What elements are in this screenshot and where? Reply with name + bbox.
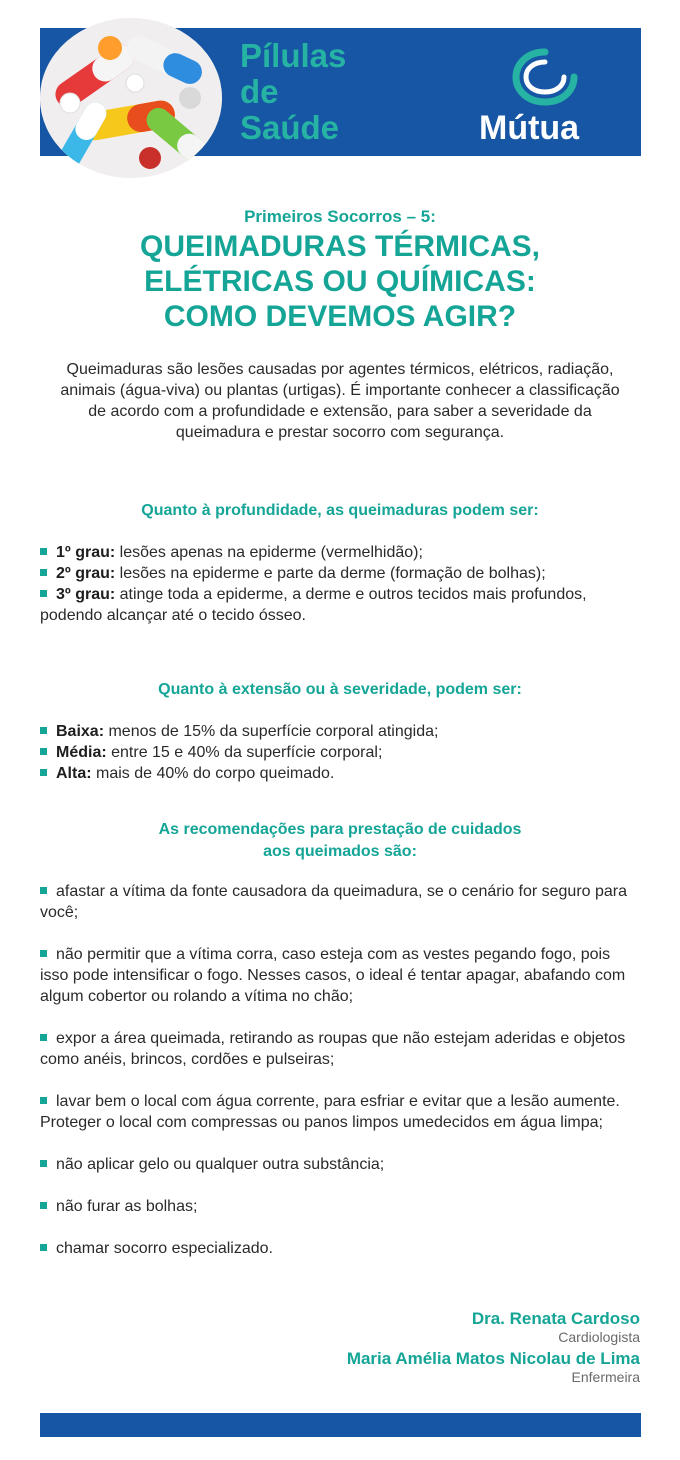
extent-heading (0, 679, 680, 701)
list-item (40, 1196, 640, 1217)
recommendations-list (40, 881, 640, 1280)
list-item (40, 1091, 640, 1133)
list-item-text: lesões na epiderme e parte da derme (formação de bolhas); (115, 565, 546, 582)
depth-list (40, 542, 640, 626)
author-role: Enfermeira (571, 1369, 640, 1385)
article-title-line: ELÉTRICAS OU QUÍMICAS: (144, 265, 536, 298)
recommendations-heading-line: aos queimados são: (263, 843, 417, 860)
list-item-text: não furar as bolhas; (56, 1198, 198, 1215)
author-name: Maria Amélia Matos Nicolau de Lima (346, 1349, 640, 1368)
bullet-square-icon (40, 569, 47, 576)
bullet-square-icon (40, 1034, 47, 1041)
recommendations-heading-line: As recomendações para prestação de cuidados (158, 821, 522, 838)
article-title-line: QUEIMADURAS TÉRMICAS, (139, 230, 540, 263)
signature-block (472, 1309, 640, 1345)
list-item-text: expor a área queimada, retirando as roupas que não estejam aderidas e objetos como anéis, brincos, cordões e pulseiras; (40, 1030, 626, 1068)
list-item-text: não permitir que a vítima corra, caso esteja com as vestes pegando fogo, pois isso pode intensificar o fogo. Nesses casos, o ideal é tentar apagar, abafando com algum cobertor ou rolando a vítima no chão; (40, 946, 626, 1005)
list-item (40, 742, 640, 763)
list-item (40, 944, 640, 1007)
list-item (40, 1028, 640, 1070)
bullet-square-icon (40, 769, 47, 776)
bullet-square-icon (40, 727, 47, 734)
header-title-line: de (240, 73, 279, 110)
bullet-square-icon (40, 950, 47, 957)
bullet-square-icon (40, 1202, 47, 1209)
list-item-term: Alta: (56, 765, 92, 782)
list-item (40, 881, 640, 923)
list-item (40, 721, 640, 742)
list-item-term: Média: (56, 744, 107, 761)
extent-heading-text: Quanto à extensão ou à severidade, podem ser: (158, 681, 522, 698)
list-item-term: 1º grau: (56, 544, 116, 561)
list-item-term: 2º grau: (56, 565, 116, 582)
bullet-square-icon (40, 1160, 47, 1167)
list-item-text: chamar socorro especializado. (56, 1240, 273, 1257)
article-title-line: COMO DEVEMOS AGIR? (163, 300, 517, 333)
bullet-square-icon (40, 1244, 47, 1251)
recommendations-heading (0, 819, 680, 863)
logo-wordmark: Mútua (479, 109, 580, 147)
depth-heading (0, 500, 680, 522)
extent-list (40, 721, 640, 784)
list-item-text: lavar bem o local com água corrente, para esfriar e evitar que a lesão aumente. Proteger o local com compressas ou panos limpos umedecidos em água limpa; (40, 1093, 620, 1131)
list-item (40, 1238, 640, 1259)
intro-paragraph: Queimaduras são lesões causadas por agentes térmicos, elétricos, radiação, animais (água-viva) ou plantas (urtigas). É importante conhecer a classificação de acordo com a profundidade e extensão, para saber a severidade da queimadura e prestar socorro com segurança. (60, 361, 620, 441)
article-title (0, 229, 680, 334)
depth-heading-text: Quanto à profundidade, as queimaduras podem ser: (141, 502, 539, 519)
list-item (40, 563, 640, 584)
list-item (40, 1154, 640, 1175)
header-title-line: Pílulas (240, 37, 347, 74)
bullet-square-icon (40, 1097, 47, 1104)
bullet-square-icon (40, 590, 47, 597)
list-item-term: 3º grau: (56, 586, 116, 603)
list-item-text: mais de 40% do corpo queimado. (91, 765, 335, 782)
list-item (40, 584, 640, 626)
list-item-text: afastar a vítima da fonte causadora da queimadura, se o cenário for seguro para você; (40, 883, 628, 921)
bullet-square-icon (40, 887, 47, 894)
bullet-square-icon (40, 548, 47, 555)
list-item-term: Baixa: (56, 723, 105, 740)
footer-band (40, 1413, 641, 1437)
author-name: Dra. Renata Cardoso (471, 1309, 640, 1328)
header-title-line: Saúde (240, 109, 340, 146)
list-item-text: lesões apenas na epiderme (vermelhidão); (115, 544, 423, 561)
signature-block (347, 1349, 640, 1385)
list-item-text: entre 15 e 40% da superfície corporal; (106, 744, 383, 761)
bullet-square-icon (40, 748, 47, 755)
header-title (240, 38, 346, 146)
mutua-logo-icon (512, 48, 578, 106)
article-kicker: Primeiros Socorros – 5: (244, 207, 436, 226)
author-role: Cardiologista (558, 1329, 640, 1345)
list-item (40, 763, 640, 784)
list-item-text: não aplicar gelo ou qualquer outra substância; (56, 1156, 385, 1173)
list-item-text: menos de 15% da superfície corporal atingida; (104, 723, 439, 740)
list-item (40, 542, 640, 563)
list-item-text: atinge toda a epiderme, a derme e outros tecidos mais profundos, podendo alcançar até o tecido ósseo. (40, 586, 587, 624)
pills-photo (40, 18, 222, 178)
